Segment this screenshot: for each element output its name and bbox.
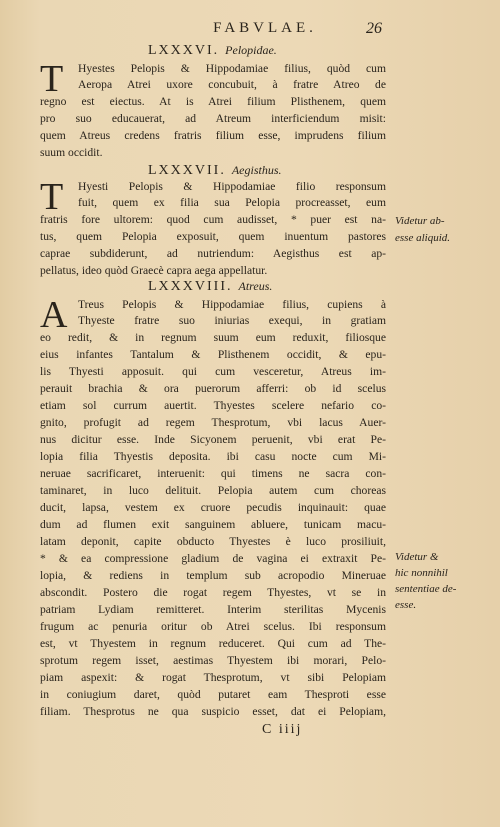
text-line: caprae subdiderunt, ad nutriendum: Aegisthus est ap- [40, 247, 386, 260]
text-line: patriam Lydiam remitteret. Interim sterilitas Mycenis [40, 603, 386, 616]
text-line: Thyeste fratre suo iniurias exequi, in gratiam [78, 314, 386, 327]
text-line: lopia filia Thyestis deposita. ibi casu nocte cum Mi- [40, 450, 386, 463]
text-line: etiam sol currum auertit. Thyestes scelere nefario co- [40, 399, 386, 412]
margin-note: hic nonnihil [395, 567, 448, 579]
text-line: neruae sacrificaret, interuenit: qui timens ne sacra con- [40, 467, 386, 480]
page-number: 26 [366, 20, 382, 37]
text-line: ducit, lapsa, vestem ex cruore pecudis inquinauit: quae [40, 501, 386, 514]
drop-cap: A [40, 294, 68, 336]
text-line: regno est eiectus. At is Atrei filium Plisthenem, quem [40, 95, 386, 108]
fable-subject: Aegisthus. [231, 163, 282, 177]
text-line: fratris fore ultorem: quod cum audisset, * puer est na- [40, 213, 386, 226]
fable-number: LXXXVII. [148, 163, 226, 178]
fable-number: LXXXVI. [148, 43, 220, 58]
text-line: lis Thyesti apposuit. qui cum vesceretur, Atreus im- [40, 365, 386, 378]
text-line: latam deponit, capite obducto Thyestes è luco prosiliuit, [40, 535, 386, 548]
text-line: eo redit, & in regnum suum eum reduxit, filiosque [40, 331, 386, 344]
text-line: taminaret, in luco delituit. Pelopia autem cum choreas [40, 484, 386, 497]
margin-note: esse. [395, 599, 417, 611]
drop-cap: T [40, 176, 64, 218]
margin-note: Videtur ab- [395, 215, 445, 227]
running-head: FABVLAE. [213, 20, 317, 36]
text-line: abscondit. Postero die rogat regem Thyestes, vt se in [40, 586, 386, 599]
text-line: pellatus, ideo quòd Graecè capra aega appellatur. [40, 264, 268, 277]
text-line: Aeropa Atrei uxore concubuit, à fratre Atreo de [78, 78, 386, 91]
drop-cap: T [40, 58, 64, 100]
fable-heading-87 [148, 163, 282, 179]
text-line: * & ea compressione gladium de vagina ei extraxit Pe- [40, 552, 386, 565]
text-line: perauit brachia & ora puerorum afferri: ob id scelus [40, 382, 386, 395]
text-line: gnito, profugit ad regem Thesprotum, vbi lacus Auer- [40, 416, 386, 429]
text-line: quem Atreus credens fratris filium esse, imprudens filium [40, 129, 386, 142]
text-line: Hyesti Pelopis & Hippodamiae filio responsum [78, 180, 386, 193]
text-line: in coniugium daret, quòd putaret eam Thesproti esse [40, 688, 386, 701]
text-line: tus, quem Pelopia exposuit, quem inuentum pastores [40, 230, 386, 243]
fable-heading-88 [148, 279, 272, 295]
text-line: piam aspexit: & rogat Thesprotum, vt sibi Pelopiam [40, 671, 386, 684]
text-line: lopia, & rediens in templum sub acropodio Mineruae [40, 569, 386, 582]
text-line: nus dicitur esse. Inde Sicyonem peruenit, vbi erat Pe- [40, 433, 386, 446]
text-line: pro suo educauerat, ad Atreum interficiendum misit: [40, 112, 386, 125]
fable-subject: Pelopidae. [225, 43, 277, 57]
fable-number: LXXXVIII. [148, 279, 233, 294]
text-line: suum occidit. [40, 146, 103, 159]
fable-subject: Atreus. [238, 279, 273, 293]
text-line: frugum ac penuria oritur ob Atrei scelus. Ibi responsum [40, 620, 386, 633]
fable-heading-86 [148, 43, 277, 59]
margin-note: sententiae de- [395, 583, 457, 595]
text-line: sprotum regem isset, aestimas Thyestem ibi morari, Pelo- [40, 654, 386, 667]
text-line: filiam. Thesprotus ne qua suspicio esset, dat ei Pelopiam, [40, 705, 386, 718]
text-line: Hyestes Pelopis & Hippodamiae filius, quòd cum [78, 62, 386, 75]
text-line: eius infantes Tantalum & Plisthenem occidit, & epu- [40, 348, 386, 361]
text-line: dum ad flumen exit sanguinem abluere, tunicam macu- [40, 518, 386, 531]
text-line: fuit, quem ex filia sua Pelopia procreasset, eum [78, 196, 386, 209]
text-line: est, vt Thyestem in regnum reduceret. Qui cum ad The- [40, 637, 386, 650]
signature-mark: C iiij [262, 722, 303, 737]
margin-note: esse aliquid. [395, 232, 450, 244]
text-line: Treus Pelopis & Hippodamiae filius, cupiens à [78, 298, 386, 311]
margin-note: Videtur & [395, 551, 439, 563]
